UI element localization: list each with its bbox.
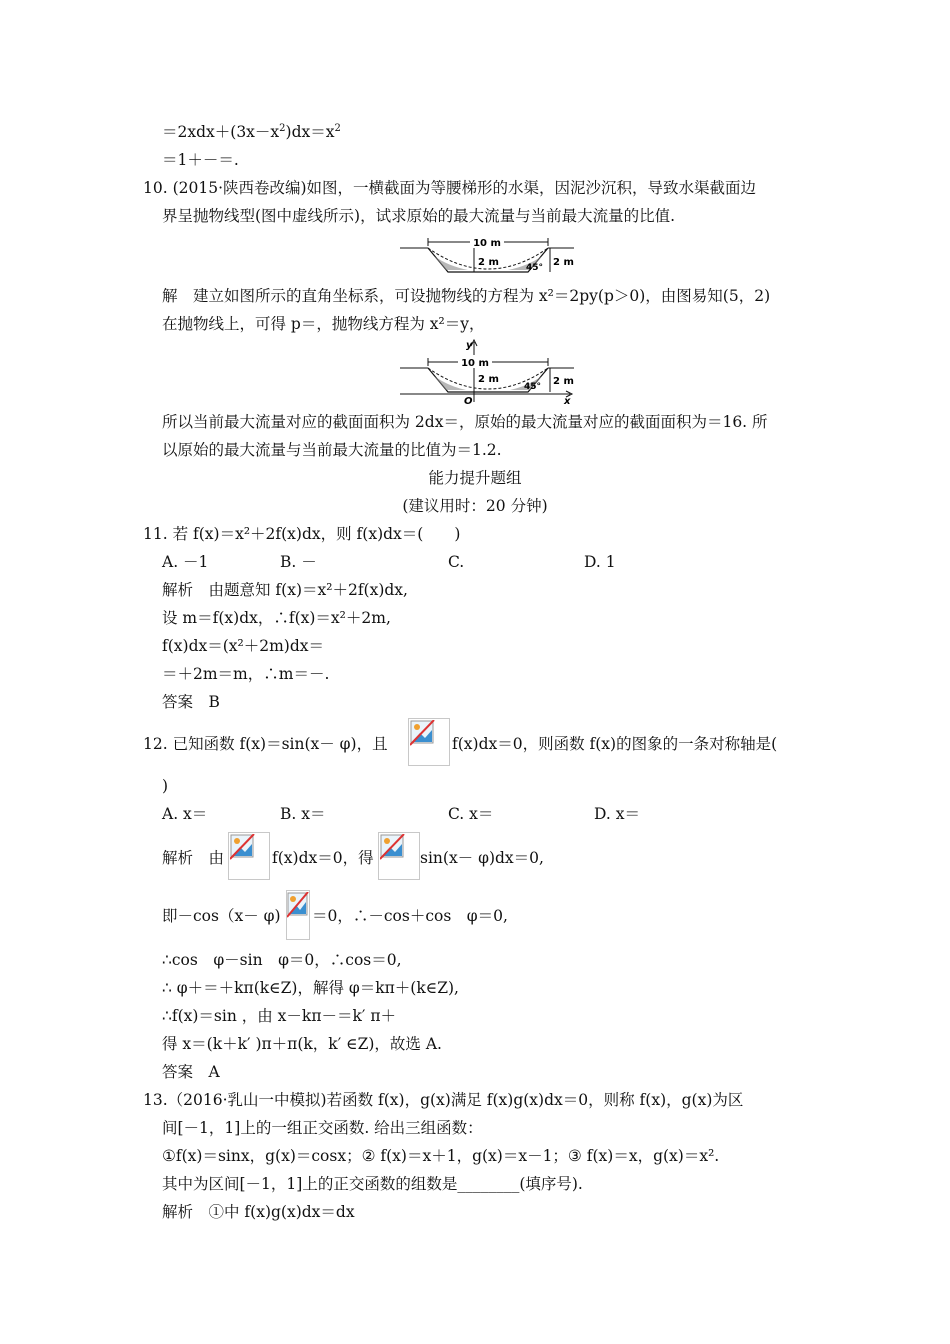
fig2-width-label: 10 m [461,358,489,369]
q13-text-a: 13.（2016·乳山一中模拟)若函数 f(x)，g(x)满足 f(x)g(x)dx＝0，则称 f(x)，g(x)为区 [143,1091,744,1109]
sol11-b: 设 m＝f(x)dx，∴f(x)＝x²＋2m, [162,609,391,627]
fig2-angle-label: 45° [524,382,542,392]
channel-figure-2 [398,338,578,406]
sol12-c: ∴cos φ－sin φ＝0，∴cos＝0, [162,951,402,969]
q12-option-b: B. x＝ [280,805,326,823]
line-1: $=2xdx+(3x-x^2)dx=x^2$ [162,122,341,141]
image-placeholder-icon [380,834,406,860]
sol10-a: 解 建立如图所示的直角坐标系，可设抛物线的方程为 x²＝2py(p＞0)，由图易知(5，2) [162,287,771,305]
q12-option-c: C. x＝ [448,805,494,823]
q12-text-b: f(x)dx＝0，则函数 f(x)的图象的一条对称轴是( [452,735,778,753]
line-2: ＝1＋－＝. [162,151,239,169]
q13-text-c: ①f(x)＝sinx，g(x)＝cosx；② f(x)＝x＋1，g(x)＝x－1；③ f(x)＝x，g(x)＝x². [162,1147,720,1165]
q11-option-a: A. －1 [162,553,209,571]
q12-option-a: A. x＝ [162,805,208,823]
q10-text-a: 10. (2015·陕西卷改编)如图，一横截面为等腰梯形的水渠，因泥沙沉积，导致水渠截面边 [143,179,757,197]
fig2-y-axis: y [466,340,473,351]
fig1-width-label: 10 m [473,238,501,249]
q12-option-d: D. x＝ [594,805,640,823]
sol12-a1: 解析 由 [162,849,225,867]
sol11-d: ＝＋2m＝m，∴m＝－. [162,665,330,683]
sol11-a: 解析 由题意知 f(x)＝x²＋2f(x)dx, [162,581,408,599]
image-placeholder-icon [410,720,436,746]
broken-image-icon [378,832,420,880]
broken-image-icon [286,890,310,940]
ans12: 答案 A [162,1063,220,1081]
fig1-depth-label: 2 m [478,257,499,268]
sol12-d: ∴ φ＋＝＋kπ(k∈Z)，解得 φ＝kπ＋(k∈Z), [162,979,459,997]
q11-option-c: C. [448,553,465,571]
sol10-b: 在抛物线上，可得 p＝，抛物线方程为 x²＝y， [162,315,485,333]
q10-text-b: 界呈抛物线型(图中虚线所示)，试求原始的最大流量与当前最大流量的比值. [162,207,676,225]
q11-option-d: D. 1 [584,553,616,571]
image-placeholder-icon [230,834,256,860]
fig2-origin: O [464,396,473,406]
broken-image-icon [228,832,270,880]
sol10-c: 所以当前最大流量对应的截面面积为 2dx＝，原始的最大流量对应的截面面积为＝16. 所 [162,413,768,431]
section-subtitle: (建议用时：20 分钟) [402,497,548,515]
q13-text-d: 其中为区间[－1，1]上的正交函数的组数是________(填序号). [162,1175,583,1193]
sol12-f: 得 x＝(k＋k′ )π＋π(k，k′ ∈Z)，故选 A. [162,1035,442,1053]
q13-text-b: 间[－1，1]上的一组正交函数. 给出三组函数： [162,1119,483,1137]
sol12-b1: 即－cos（x－ φ) [162,907,281,925]
broken-image-icon [408,718,450,766]
fig2-x-axis: x [564,396,571,406]
sol10-d: 以原始的最大流量与当前最大流量的比值为＝1.2. [162,441,502,459]
fig2-side-label: 2 m [553,376,574,387]
fig1-side-label: 2 m [553,257,574,268]
fig2-depth-label: 2 m [478,374,499,385]
sol12-b2: ＝0，∴－cos＋cos φ＝0, [312,907,508,925]
q11-text: 11. 若 f(x)＝x²＋2f(x)dx，则 f(x)dx＝( ) [143,525,461,543]
section-title: 能力提升题组 [428,469,522,487]
sol12-e: ∴f(x)＝sin ，由 x－kπ－＝k′ π＋ [162,1007,397,1025]
channel-figure-1 [398,234,578,286]
image-placeholder-icon [287,892,309,918]
q12-text-c: ) [162,777,169,795]
sol12-a2: f(x)dx＝0，得 [272,849,374,867]
sol11-c: f(x)dx＝(x²＋2m)dx＝ [162,637,325,655]
ans11: 答案 B [162,693,220,711]
sol12-a3: sin(x－ φ)dx＝0, [420,849,544,867]
q12-text-a: 12. 已知函数 f(x)＝sin(x－ φ)，且 [143,735,388,753]
sol13-a: 解析 ①中 f(x)g(x)dx＝dx [162,1203,355,1221]
q11-option-b: B. － [280,553,317,571]
fig1-angle-label: 45° [526,263,544,273]
